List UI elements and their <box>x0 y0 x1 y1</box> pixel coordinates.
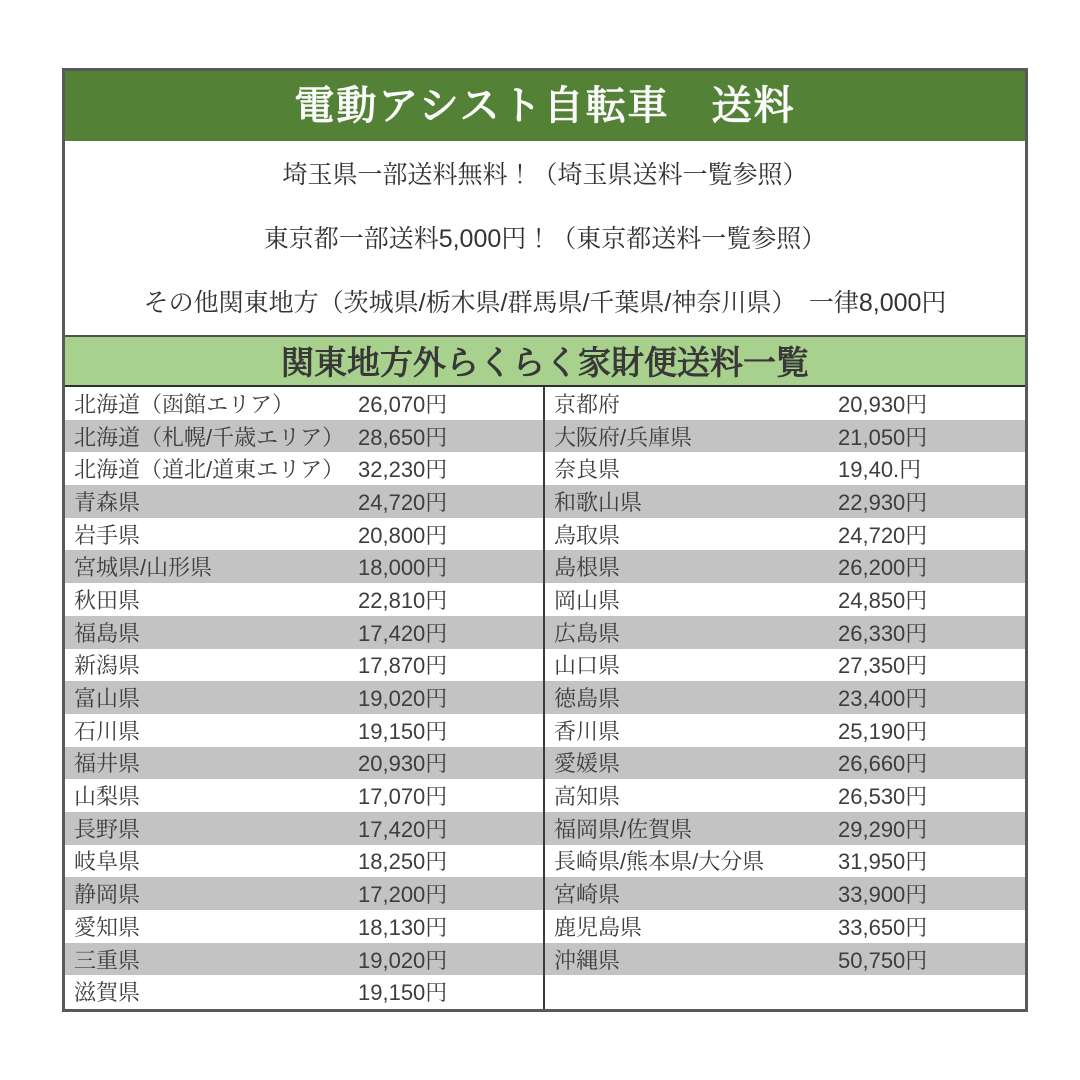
region-name: 北海道（函館エリア） <box>74 391 295 417</box>
fee-value: 17,070円 <box>358 784 448 810</box>
region-name: 青森県 <box>74 489 141 515</box>
region-name: 山梨県 <box>74 784 141 810</box>
region-name: 秋田県 <box>74 587 141 613</box>
notice-kanto: その他関東地方（茨城県/栃木県/群馬県/千葉県/神奈川県） 一律8,000円 <box>143 289 947 317</box>
region-name: 島根県 <box>554 555 621 581</box>
fee-value: 29,290円 <box>838 816 928 842</box>
region-name: 静岡県 <box>74 882 141 908</box>
table-row <box>545 812 1025 845</box>
table-row <box>545 747 1025 780</box>
table-row <box>545 616 1025 649</box>
region-name: 長野県 <box>74 816 141 842</box>
table-row <box>65 943 543 976</box>
fee-value: 26,530円 <box>838 784 928 810</box>
table-row <box>545 518 1025 551</box>
table-row <box>545 387 1025 420</box>
region-name: 三重県 <box>74 947 141 973</box>
table-row <box>545 845 1025 878</box>
fee-value: 19,150円 <box>358 718 448 744</box>
region-name: 香川県 <box>554 718 621 744</box>
region-name: 沖縄県 <box>554 947 621 973</box>
fee-value: 17,200円 <box>358 882 448 908</box>
table-row <box>65 975 543 1008</box>
fee-value: 17,870円 <box>358 653 448 679</box>
region-name: 広島県 <box>554 620 621 646</box>
region-name: 鹿児島県 <box>554 914 643 940</box>
table-row <box>545 485 1025 518</box>
notice-tokyo: 東京都一部送料5,000円！（東京都送料一覧参照） <box>263 225 827 253</box>
table-row <box>65 387 543 420</box>
region-name: 京都府 <box>554 391 621 417</box>
fee-table <box>65 387 1025 1009</box>
notice-saitama: 埼玉県一部送料無料！（埼玉県送料一覧参照） <box>282 161 808 189</box>
region-name: 北海道（札幌/千歳エリア） <box>74 424 345 450</box>
region-name: 岡山県 <box>554 587 621 613</box>
fee-value: 18,250円 <box>358 849 448 875</box>
fee-value: 21,050円 <box>838 424 928 450</box>
fee-value: 26,330円 <box>838 620 928 646</box>
region-name: 岩手県 <box>74 522 141 548</box>
fee-column-left <box>65 387 545 1009</box>
fee-value: 33,650円 <box>838 914 928 940</box>
table-row <box>545 420 1025 453</box>
region-name: 山口県 <box>554 653 621 679</box>
fee-value: 23,400円 <box>838 686 928 712</box>
table-row <box>545 583 1025 616</box>
table-row <box>545 779 1025 812</box>
page-title: 電動アシスト自転車 送料 <box>65 71 1025 141</box>
table-row <box>545 714 1025 747</box>
fee-value: 17,420円 <box>358 620 448 646</box>
table-row <box>65 485 543 518</box>
region-name: 奈良県 <box>554 457 621 483</box>
region-name: 石川県 <box>74 718 141 744</box>
table-row <box>65 649 543 682</box>
table-row <box>65 550 543 583</box>
fee-value: 28,650円 <box>358 424 448 450</box>
fee-value: 32,230円 <box>358 457 448 483</box>
fee-value: 24,720円 <box>358 489 448 515</box>
table-row <box>545 681 1025 714</box>
region-name: 鳥取県 <box>554 522 621 548</box>
fee-value: 26,660円 <box>838 751 928 777</box>
notice-section <box>65 141 1025 335</box>
region-name: 滋賀県 <box>74 980 141 1006</box>
fee-column-right <box>545 387 1025 1009</box>
fee-value: 20,930円 <box>358 751 448 777</box>
region-name: 徳島県 <box>554 686 621 712</box>
table-row <box>545 910 1025 943</box>
table-row <box>65 583 543 616</box>
region-name: 愛知県 <box>74 914 141 940</box>
region-name: 北海道（道北/道東エリア） <box>74 457 345 483</box>
fee-value: 20,800円 <box>358 522 448 548</box>
fee-value: 31,950円 <box>838 849 928 875</box>
fee-value: 20,930円 <box>838 391 928 417</box>
table-row <box>65 681 543 714</box>
table-row <box>65 845 543 878</box>
region-name: 大阪府/兵庫県 <box>554 424 693 450</box>
fee-value: 17,420円 <box>358 816 448 842</box>
fee-value: 19,150円 <box>358 980 448 1006</box>
table-row <box>65 616 543 649</box>
fee-value: 22,810円 <box>358 587 448 613</box>
fee-value: 26,200円 <box>838 555 928 581</box>
fee-value: 24,720円 <box>838 522 928 548</box>
fee-value: 18,130円 <box>358 914 448 940</box>
region-name: 長崎県/熊本県/大分県 <box>554 849 765 875</box>
shipping-info-panel <box>62 68 1028 1012</box>
fee-value: 19,020円 <box>358 686 448 712</box>
fee-value: 27,350円 <box>838 653 928 679</box>
table-row <box>545 452 1025 485</box>
table-row <box>65 747 543 780</box>
region-name: 宮城県/山形県 <box>74 555 213 581</box>
region-name: 高知県 <box>554 784 621 810</box>
fee-value: 33,900円 <box>838 882 928 908</box>
table-row <box>545 877 1025 910</box>
region-name: 新潟県 <box>74 653 141 679</box>
table-row <box>65 877 543 910</box>
fee-value: 19,020円 <box>358 947 448 973</box>
table-row <box>545 649 1025 682</box>
fee-value: 22,930円 <box>838 489 928 515</box>
table-row <box>65 518 543 551</box>
table-row <box>65 910 543 943</box>
region-name: 福島県 <box>74 620 141 646</box>
region-name: 宮崎県 <box>554 882 621 908</box>
fee-value: 19,40.円 <box>838 457 922 483</box>
table-row <box>65 779 543 812</box>
fee-value: 26,070円 <box>358 391 448 417</box>
region-name: 愛媛県 <box>554 751 621 777</box>
fee-value: 25,190円 <box>838 718 928 744</box>
table-row <box>545 943 1025 976</box>
fee-value: 18,000円 <box>358 555 448 581</box>
fee-table-title: 関東地方外らくらく家財便送料一覧 <box>65 335 1025 387</box>
region-name: 富山県 <box>74 686 141 712</box>
region-name: 福岡県/佐賀県 <box>554 816 693 842</box>
table-row <box>65 420 543 453</box>
region-name: 岐阜県 <box>74 849 141 875</box>
region-name: 和歌山県 <box>554 489 643 515</box>
table-row <box>545 550 1025 583</box>
table-row <box>65 452 543 485</box>
region-name: 福井県 <box>74 751 141 777</box>
fee-value: 50,750円 <box>838 947 928 973</box>
table-row <box>65 714 543 747</box>
table-row <box>65 812 543 845</box>
fee-value: 24,850円 <box>838 587 928 613</box>
